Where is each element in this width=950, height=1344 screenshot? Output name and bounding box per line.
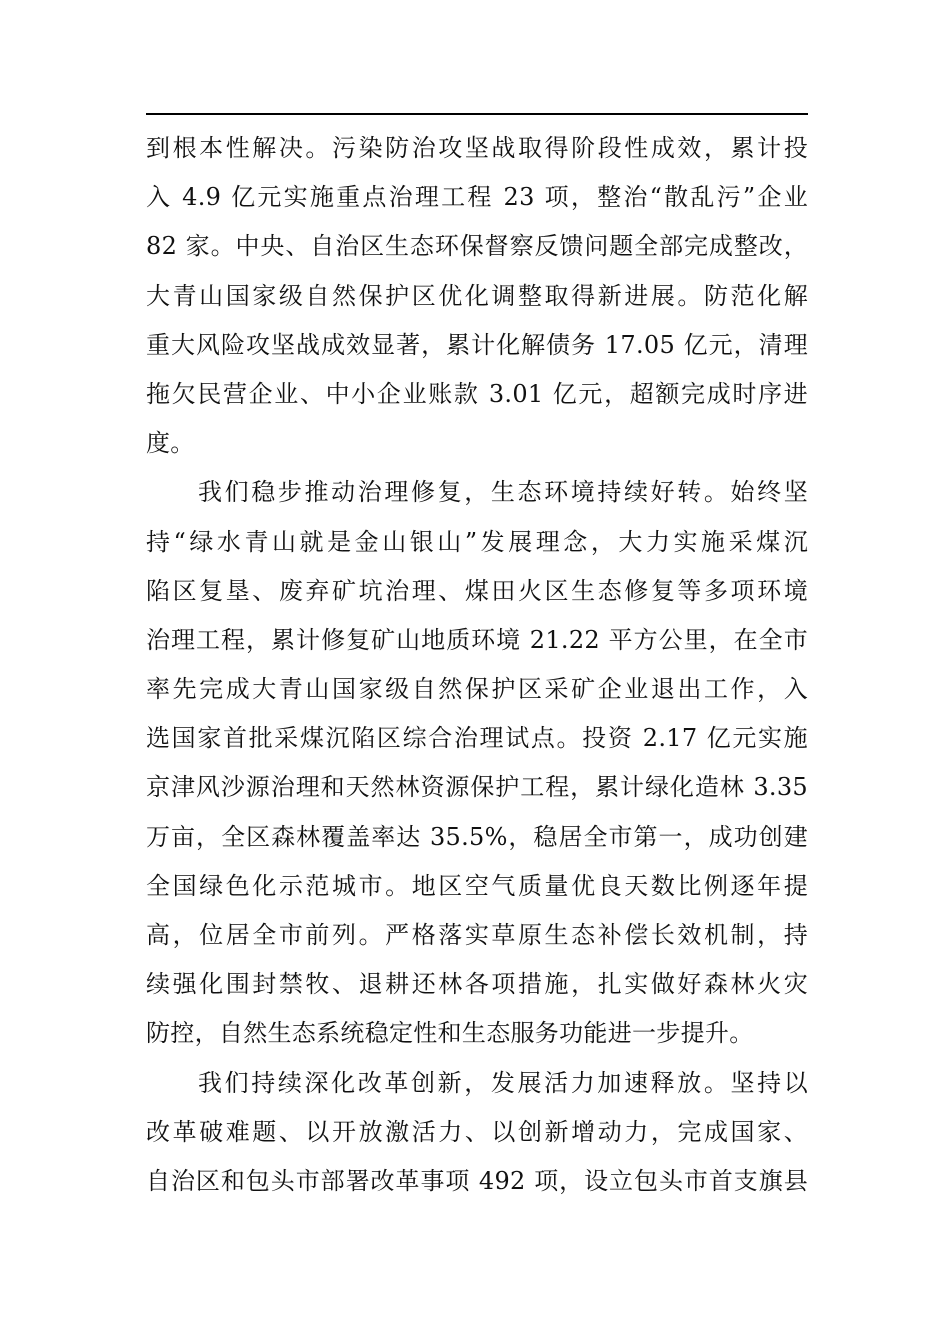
header-rule [146, 113, 808, 115]
text-line: 大青山国家级自然保护区优化调整取得新进展。防范化解 [146, 281, 808, 310]
text-line: 到根本性解决。污染防治攻坚战取得阶段性成效，累计投 [146, 134, 808, 162]
text-line: 选国家首批采煤沉陷区综合治理试点。投资 2.17 亿元实施 [146, 724, 808, 753]
document-body [146, 124, 808, 1206]
text-line: 改革破难题、以开放激活力、以创新增动力，完成国家、 [146, 1117, 808, 1146]
text-line: 我们稳步推动治理修复，生态环境持续好转。始终坚 [198, 478, 808, 507]
text-line: 防控，自然生态系统稳定性和生态服务功能进一步提升。 [146, 1019, 754, 1048]
text-line: 全国绿色化示范城市。地区空气质量优良天数比例逐年提 [146, 871, 808, 900]
text-line: 82 家。中央、自治区生态环保督察反馈问题全部完成整改， [146, 232, 808, 261]
text-line: 自治区和包头市部署改革事项 492 项，设立包头市首支旗县 [146, 1166, 808, 1195]
text-line: 高，位居全市前列。严格落实草原生态补偿长效机制，持 [146, 921, 808, 949]
text-line: 入 4.9 亿元实施重点治理工程 23 项，整治“散乱污”企业 [146, 183, 808, 212]
text-line: 率先完成大青山国家级自然保护区采矿企业退出工作，入 [146, 675, 808, 704]
text-line: 万亩，全区森林覆盖率达 35.5%，稳居全市第一，成功创建 [146, 822, 808, 851]
text-line: 重大风险攻坚战成效显著，累计化解债务 17.05 亿元，清理 [146, 330, 808, 359]
text-line: 京津风沙源治理和天然林资源保护工程，累计绿化造林 3.35 [146, 773, 808, 802]
text-line: 持“绿水青山就是金山银山”发展理念，大力实施采煤沉 [146, 527, 808, 556]
text-line: 我们持续深化改革创新，发展活力加速释放。坚持以 [198, 1068, 808, 1097]
paragraph [146, 1059, 808, 1207]
text-line: 治理工程，累计修复矿山地质环境 21.22 平方公里，在全市 [146, 625, 808, 654]
text-line: 续强化围封禁牧、退耕还林各项措施，扎实做好森林火灾 [146, 970, 808, 999]
text-line: 度。 [146, 429, 195, 458]
paragraph [146, 124, 808, 468]
paragraph [146, 468, 808, 1058]
text-line: 陷区复垦、废弃矿坑治理、煤田火区生态修复等多项环境 [146, 576, 808, 605]
text-line: 拖欠民营企业、中小企业账款 3.01 亿元，超额完成时序进 [146, 379, 808, 408]
